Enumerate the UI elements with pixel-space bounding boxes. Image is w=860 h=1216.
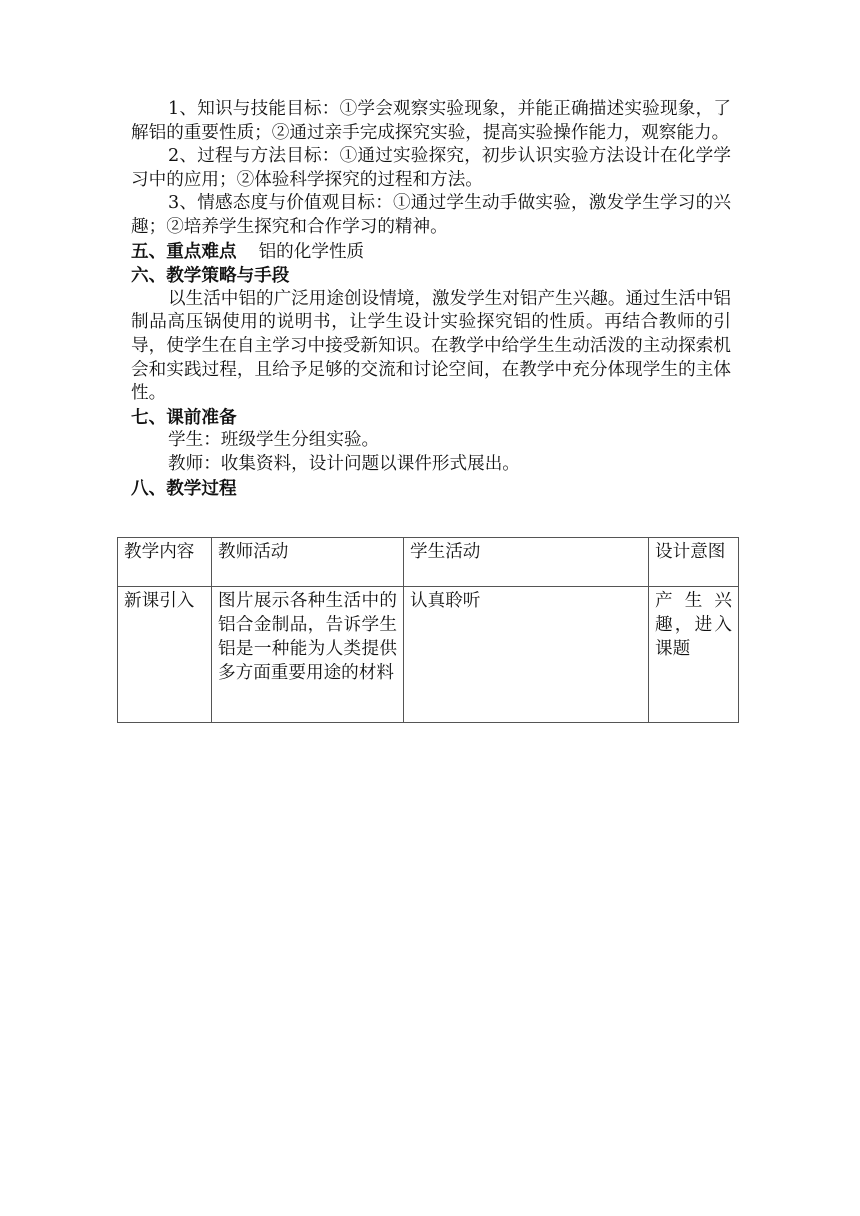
header-cell: 设计意图 [649, 538, 739, 587]
table-header-row [118, 538, 739, 587]
preparation-student: 学生：班级学生分组实验。 [168, 430, 380, 451]
goal-process: 2、过程与方法目标：①通过实验探究，初步认识实验方法设计在化学学习中的应用；②体验科学探究的过程和方法。 [131, 146, 731, 190]
header-cell: 教学内容 [118, 538, 212, 587]
section-strategy-title: 六、教学策略与手段 [131, 265, 290, 287]
table-cell: 认真聆听 [404, 587, 649, 723]
document-body [131, 98, 731, 500]
goal-knowledge: 1、知识与技能目标：①学会观察实验现象，并能正确描述实验现象，了解铝的重要性质；②通过亲手完成探究实验，提高实验操作能力，观察能力。 [131, 99, 731, 143]
preparation-teacher: 教师：收集资料，设计问题以课件形式展出。 [168, 453, 520, 474]
section-key-points-content: 铝的化学性质 [258, 241, 365, 262]
goal-attitude: 3、情感态度与价值观目标：①通过学生动手做实验，激发学生学习的兴趣；②培养学生探究和合作学习的精神。 [131, 193, 731, 237]
section-preparation-title: 七、课前准备 [131, 406, 237, 428]
table-cell: 产生兴趣，进入课题 [649, 587, 739, 723]
table-cell: 图片展示各种生活中的铝合金制品，告诉学生铝是一种能为人类提供多方面重要用途的材料 [212, 587, 404, 723]
header-cell: 学生活动 [404, 538, 649, 587]
section-key-points-title: 五、重点难点 [131, 240, 237, 262]
table-cell: 新课引入 [118, 587, 212, 723]
table-row [118, 587, 739, 723]
teaching-process-table [117, 537, 739, 723]
header-cell: 教师活动 [212, 538, 404, 587]
section-strategy-content: 以生活中铝的广泛用途创设情境，激发学生对铝产生兴趣。通过生活中铝制品高压锅使用的说明书，让学生设计实验探究铝的性质。再结合教师的引导，使学生在自主学习中接受新知识。在教学中给学生生动活泼的主动探索机会和实践过程，且给予足够的交流和讨论空间，在教学中充分体现学生的主体性。 [131, 288, 732, 404]
section-key-points [131, 240, 731, 265]
section-process-title: 八、教学过程 [131, 477, 237, 499]
